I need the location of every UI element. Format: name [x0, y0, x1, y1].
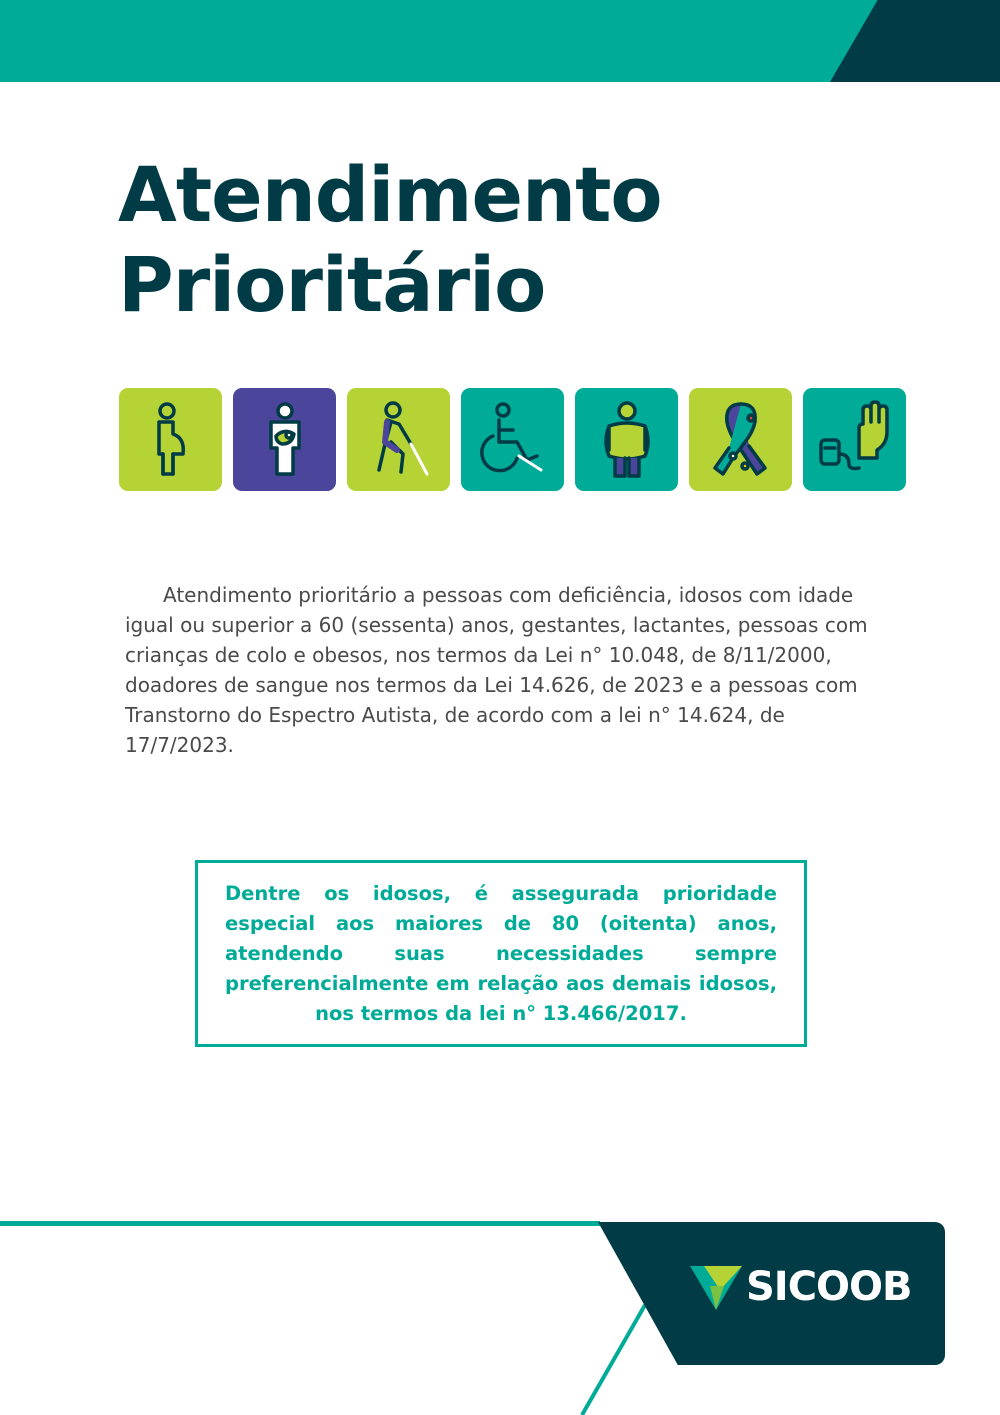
- sicoob-logo: [690, 1262, 912, 1312]
- logo-text: SICOOB: [746, 1264, 912, 1310]
- title-line-1: Atendimento: [118, 150, 662, 239]
- title-line-2: Prioritário: [118, 240, 546, 329]
- sicoob-logo-mark-icon: [690, 1262, 742, 1312]
- body-paragraph: Atendimento prioritário a pessoas com deficiência, idosos com idade igual ou superior a 60 (sessenta) anos, gestantes, lactantes, pessoas com crianças de colo e obesos, nos termos da Lei n° 10.048, de 8/11/2000, doadores de sangue nos termos da Lei 14.626, de 2023 e a pessoas com Transtorno do Espectro Autista, de acordo com a lei n° 14.624, de 17/7/2023.: [125, 583, 868, 757]
- notice-text: Dentre os idosos, é assegurada prioridade especial aos maiores de 80 (oitenta) anos, atendendo suas necessidades sempre preferencialmente em relação aos demais idosos, nos termos da lei n° 13.466/2017.: [225, 881, 777, 1025]
